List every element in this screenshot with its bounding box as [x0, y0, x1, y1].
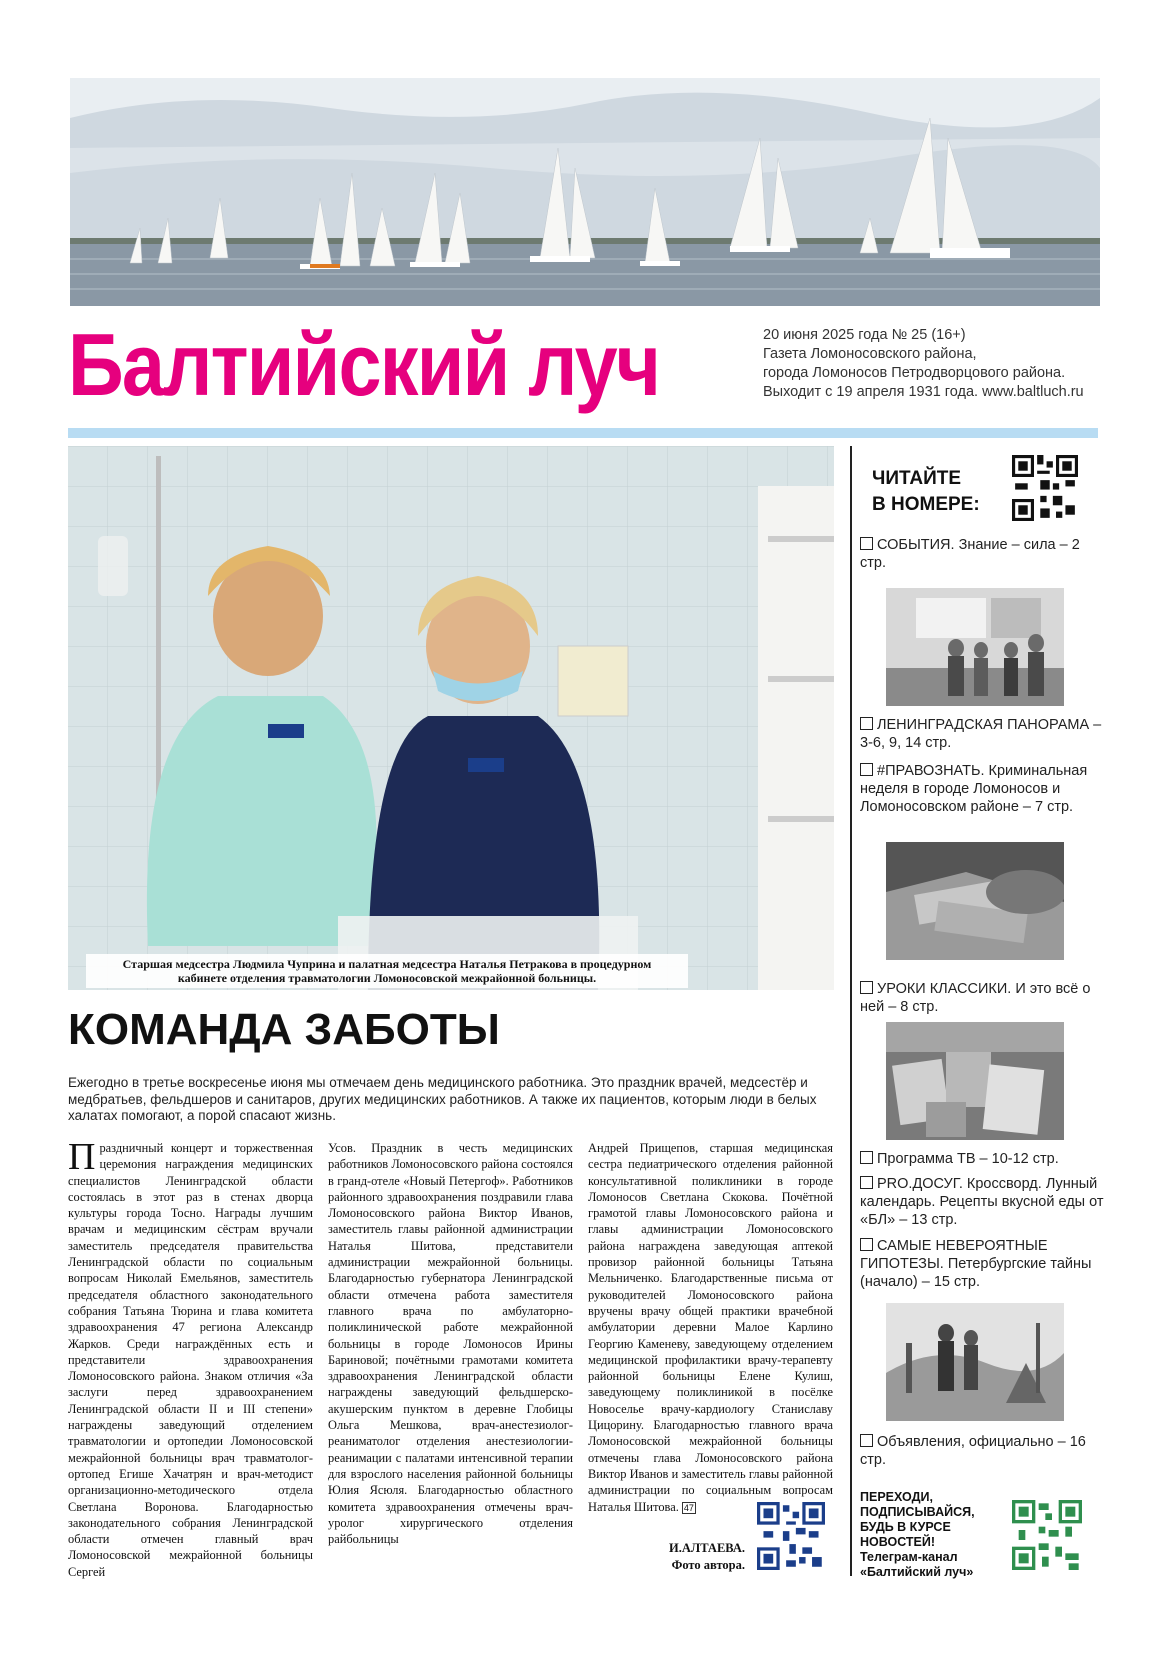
in-this-issue-title — [872, 466, 980, 518]
photo-caption — [86, 954, 688, 988]
promo-line: «Балтийский луч» — [860, 1565, 974, 1579]
newspaper-title: Балтийский луч — [68, 315, 660, 414]
sidebar-item[interactable] — [860, 1433, 1105, 1469]
article-column-1 — [68, 1136, 313, 1580]
article-column-2: Усов. Праздник в честь медицинских работников Ломоносовского района состоялся в гранд-отеле «Новый Петергоф». Работников районного здравоохранения поздравили глава Ломоносовского района Виктор Иванов, заместитель главы районной администрации Наталья Шитова, представители администрации межрайонной больницы. Благодарностью губернатора Ленинградской области отмечена работа заместителя главного врача по амбулаторно-поликлинической работе межрайонной больницы в городе Ломоносов Ирины Бариновой; почётными грамотами комитета здравоохранения Ленинградской области награждены заведующий фельдшерско-акушерским пунктом в деревне Глобицы Ольга Мешкова, врач-анестезиолог-реаниматолог отделения анестезиологии-реанимации с палатами интенсивной терапии для взрослого населения районной больницы Юлия Ясюля. Благодарностью областного комитета здравоохранения отмечены врач-уролог хирургического отделения райбольницы — [328, 1141, 573, 1547]
article-author — [640, 1540, 745, 1574]
sidebar-item[interactable] — [860, 716, 1105, 752]
caption-line: кабинете отделения травматологии Ломоносовской межрайонной больницы. — [177, 971, 597, 985]
article-lead: Ежегодно в третье воскресенье июня мы отмечаем день медицинского работника. Это праздник врачей, медсестёр и медбратьев, фельдшеров и санитаров, других медицинских работников. А также их пациентов, которым люди в белых халатах помогают, а порой спасают жизнь. — [68, 1075, 817, 1123]
telegram-promo — [860, 1490, 990, 1580]
title-line: В НОМЕРЕ: — [872, 494, 980, 515]
checkbox-icon — [860, 981, 873, 994]
drop-cap: П — [68, 1136, 96, 1178]
hypotheses-thumbnail — [886, 1303, 1064, 1421]
article-column-3 — [588, 1140, 833, 1515]
checkbox-icon — [860, 1176, 873, 1189]
promo-line: НОВОСТЕЙ! — [860, 1535, 936, 1549]
sidebar-item-label: УРОКИ КЛАССИКИ. И это всё о ней – 8 стр. — [860, 981, 1091, 1015]
telegram-qr-code-icon[interactable] — [1012, 1500, 1082, 1570]
classics-thumbnail — [886, 1022, 1064, 1140]
masthead-divider-bar — [68, 428, 1098, 438]
column-text: Андрей Прищепов, старшая медицинская сестра педиатрического отделения районной консультативной поликлиники в городе Ломоносов Светлана Скокова. Почётной грамотой главы Ломоносовского района и главы администрации Ломоносовского района награждена заведующая аптекой провизор районной больницы Татьяна Мельниченко. Благодарственные письма от руководителей Ломоносовского района вручены врачу общей практики врачебной амбулатории деревни Малое Карлино Георгию Каменеву, заведующему отделением медицинской профилактики врачу-терапевту районной больницы Елене Кулиш, заведующему поликлиникой в посёлке Новоселье врачу-кардиологу Станиславу Цицорину. Благодарностью главного врача Ломоносовской межрайонной больницы отмечены глава Ломоносовского района Виктор Иванов и заместитель главы районной администрации по социальным вопросам Наталья Шитова. — [588, 1141, 833, 1514]
checkbox-icon — [860, 763, 873, 776]
crime-thumbnail — [886, 842, 1064, 960]
sidebar-item[interactable] — [860, 762, 1105, 816]
sidebar-item-label: PRO.ДОСУГ. Кроссворд. Лунный календарь. Рецепты вкусной еды от «БЛ» – 13 стр. — [860, 1176, 1104, 1228]
sidebar-item[interactable] — [860, 980, 1105, 1016]
promo-line: БУДЬ В КУРСЕ — [860, 1520, 951, 1534]
events-thumbnail — [886, 588, 1064, 706]
sidebar-item[interactable] — [860, 1175, 1105, 1229]
issue-qr-code-icon[interactable] — [1012, 455, 1078, 521]
author-name: И.АЛТАЕВА. — [669, 1541, 745, 1555]
sidebar-item[interactable] — [860, 1150, 1105, 1168]
title-line: ЧИТАЙТЕ — [872, 468, 962, 489]
sidebar-item-label: Объявления, официально – 16 стр. — [860, 1434, 1086, 1468]
photo-credit: Фото автора. — [671, 1558, 745, 1572]
sidebar-item-label: ЛЕНИНГРАДСКАЯ ПАНОРАМА – 3-6, 9, 14 стр. — [860, 717, 1102, 751]
checkbox-icon — [860, 537, 873, 550]
promo-line: ПОДПИСЫВАЙСЯ, — [860, 1505, 975, 1519]
issue-info-line: города Ломоносов Петродворцового района. — [763, 365, 1066, 381]
website-qr-code-icon[interactable] — [757, 1502, 825, 1570]
checkbox-icon — [860, 1238, 873, 1251]
sidebar-item-label: СОБЫТИЯ. Знание – сила – 2 стр. — [860, 537, 1080, 571]
checkbox-icon — [860, 1151, 873, 1164]
issue-info-line: Газета Ломоносовского района, — [763, 346, 977, 362]
sidebar-item-label: Программа ТВ – 10-12 стр. — [877, 1151, 1059, 1167]
sidebar-item-label: #ПРАВОЗНАТЬ. Криминальная неделя в городе Ломоносов и Ломоносовском районе – 7 стр. — [860, 763, 1088, 815]
checkbox-icon — [860, 1434, 873, 1447]
sidebar-item[interactable] — [860, 1237, 1105, 1291]
column-text: раздничный концерт и торжественная церемония награждения медицинских специалистов Ленинградской области состоялась в этот раз в стенах дворца культуры города Тосно. Награды лучшим врачам и медицинским сёстрам вручали заместитель председателя правительства Ленинградской области по социальным вопросам Николай Емельянов, заместитель председателя областного законодательного собрания Татьяна Тюрина и глава комитета здравоохранения 47 региона Александр Жарков. Среди награждённых есть и представители здравоохранения Ломоносовского района. Знаком отличия «За заслуги перед здравоохранением Ленинградской области II и III степени» награждены заведующий отделением травматологии и ортопедии Ломоносовской межрайонной больницы врач травматолог-ортопед Егише Хачатрян и врач-методист организационно-методического отдела Светлана Воронова. Благодарностью законодательного собрания Ленинградской области отмечен главный врач Ломоносовской межрайонной больницы Сергей — [68, 1141, 313, 1579]
main-article-photo — [68, 446, 834, 990]
issue-date-number: 20 июня 2025 года № 25 (16+) — [763, 327, 966, 343]
masthead-photo — [70, 78, 1100, 306]
caption-line: Старшая медсестра Людмила Чуприна и палатная медсестра Наталья Петракова в процедурном — [122, 957, 652, 971]
issue-info — [763, 326, 1093, 402]
sidebar-divider — [850, 446, 852, 1576]
sidebar-item[interactable] — [860, 536, 1105, 572]
sidebar-item-label: САМЫЕ НЕВЕРОЯТНЫЕ ГИПОТЕЗЫ. Петербургские тайны (начало) – 15 стр. — [860, 1238, 1092, 1290]
promo-line: ПЕРЕХОДИ, — [860, 1490, 933, 1504]
promo-line: Телеграм-канал — [860, 1550, 958, 1564]
checkbox-icon — [860, 717, 873, 730]
issue-info-line: Выходит с 19 апреля 1931 года. www.baltluch.ru — [763, 384, 1084, 400]
age-rating-box: 47 — [683, 1502, 694, 1513]
article-headline: КОМАНДА ЗАБОТЫ — [68, 1005, 500, 1054]
